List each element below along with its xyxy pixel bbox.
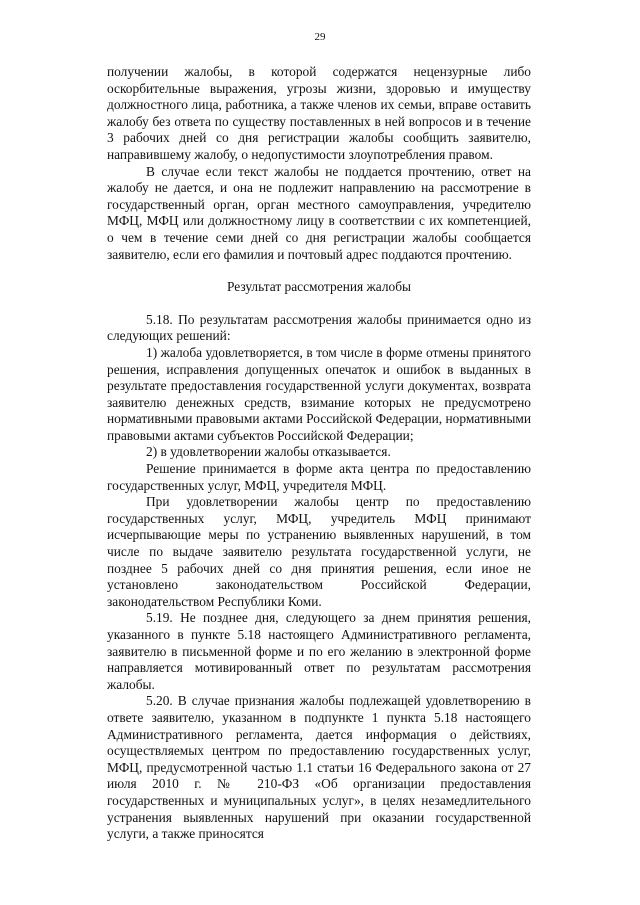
paragraph-5-20: 5.20. В случае признания жалобы подлежащей удовлетворению в ответе заявителю, указанном в подпункте 1 пункта 5.18 настоящего Административного регламента, дается информация о действиях, осуществляемых центром по предоставлению государственных услуг, МФЦ, предусмотренной частью 1.1 статьи 16 Федерального закона от 27 июля 2010 г. № 210-ФЗ «Об организации предоставления государственных и муниципальных услуг», в целях незамедлительного устранения выявленных нарушений при оказании государственной услуги, а также приносятся — [107, 693, 531, 842]
paragraph-satisfaction-measures: При удовлетворении жалобы центр по предоставлению государственных услуг, МФЦ, учредитель МФЦ принимают исчерпывающие меры по устранению выявленных нарушений, в том числе по выдаче заявителю результата государственной услуги, не позднее 5 рабочих дней со дня принятия решения, если иное не установлено законодательством Российской Федерации, законодательством Республики Коми. — [107, 494, 531, 609]
paragraph-5-18: 5.18. По результатам рассмотрения жалобы принимается одно из следующих решений: — [107, 311, 531, 344]
section-heading: Результат рассмотрения жалобы — [226, 279, 412, 295]
paragraph-decision-2: 2) в удовлетворении жалобы отказывается. — [146, 444, 391, 460]
paragraph-continuation: получении жалобы, в которой содержатся нецензурные либо оскорбительные выражения, угрозы жизни, здоровью и имуществу должностного лица, работника, а также членов их семьи, вправе оставить жалобу без ответа по существу поставленных в ней вопросов и в течение 3 рабочих дней со дня регистрации жалобы сообщить заявителю, направившему жалобу, о недопустимости злоупотребления правом. — [107, 64, 531, 162]
paragraph-5-19: 5.19. Не позднее дня, следующего за днем принятия решения, указанного в пункте 5.18 настоящего Административного регламента, заявителю в письменной форме и по его желанию в электронной форме направляется мотивированный ответ по результатам рассмотрения жалобы. — [107, 610, 531, 692]
paragraph-unreadable-complaint: В случае если текст жалобы не поддается прочтению, ответ на жалобу не дается, и она не подлежит направлению на рассмотрение в государственный орган, орган местного самоуправления, учредителю МФЦ, МФЦ или должностному лицу в соответствии с их компетенцией, о чем в течение семи дней со дня регистрации жалобы сообщается заявителю, если его фамилия и почтовый адрес поддаются прочтению. — [107, 163, 531, 262]
paragraph-decision-form: Решение принимается в форме акта центра по предоставлению государственных услуг, МФЦ, учредителя МФЦ. — [107, 461, 531, 493]
document-body — [107, 64, 531, 843]
paragraph-decision-1: 1) жалоба удовлетворяется, в том числе в форме отмены принятого решения, исправления допущенных опечаток и ошибок в выданных в результате предоставления государственной услуги документах, возврата заявителю денежных средств, взимание которых не предусмотрено нормативными правовыми актами Российской Федерации, нормативными правовыми актами субъектов Российской Федерации; — [107, 344, 531, 443]
page-number: 29 — [314, 31, 326, 43]
